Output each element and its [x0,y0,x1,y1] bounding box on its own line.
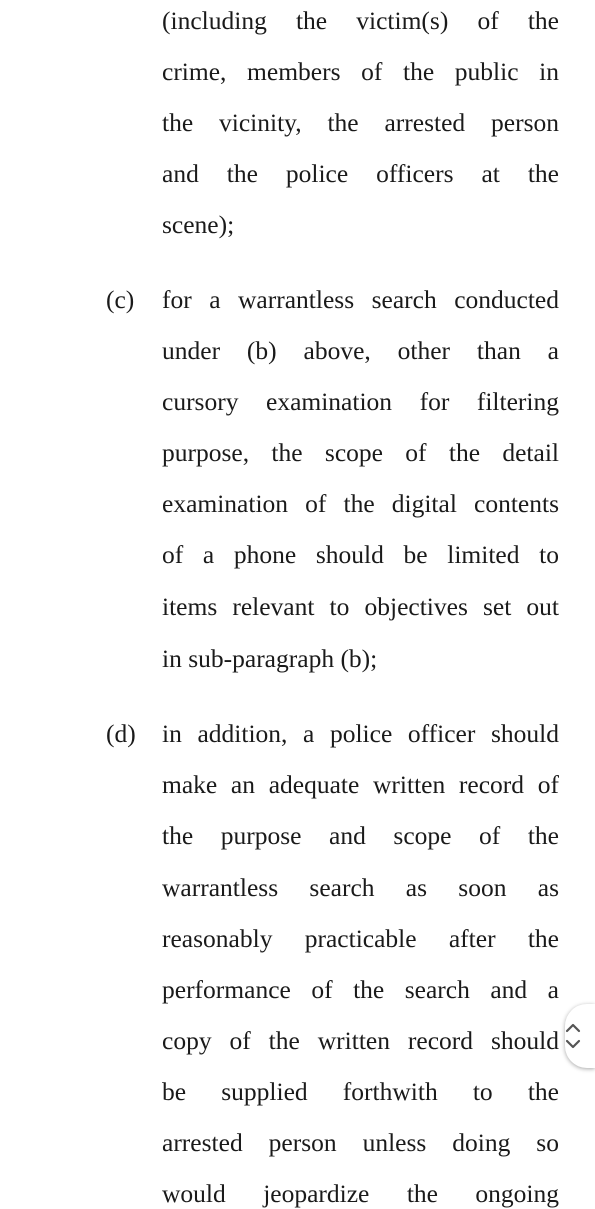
text-line: under (b) above, other than a [162,336,559,365]
text-line: purpose, the scope of the detail [162,438,559,467]
text-line: copy of the written record should [162,1026,559,1055]
text-line: the purpose and scope of the [162,821,559,850]
text-line: and the police officers at the [162,159,559,188]
text-line: (including the victim(s) of the [162,6,559,35]
text-line: scene); [162,210,235,239]
text-line: performance of the search and a [162,975,559,1004]
text-line: in addition, a police officer should [162,719,559,748]
item-marker-d: (d) [106,719,136,748]
text-line: in sub-paragraph (b); [162,644,378,673]
text-line: would jeopardize the ongoing [162,1179,559,1208]
text-line: make an adequate written record of [162,770,559,799]
text-line: arrested person unless doing so [162,1128,559,1157]
text-line: items relevant to objectives set out [162,592,559,621]
up-down-chevron-icon [565,1021,595,1051]
text-line: of a phone should be limited to [162,540,559,569]
text-line: reasonably practicable after the [162,924,559,953]
text-line: examination of the digital contents [162,489,559,518]
text-line: be supplied forthwith to the [162,1077,559,1106]
text-line: the vicinity, the arrested person [162,108,559,137]
text-line: for a warrantless search conducted [162,285,559,314]
item-marker-c: (c) [106,285,135,314]
text-line: warrantless search as soon as [162,873,559,902]
text-line: crime, members of the public in [162,57,559,86]
text-line: cursory examination for filtering [162,387,559,416]
scroll-control[interactable] [565,1004,595,1068]
